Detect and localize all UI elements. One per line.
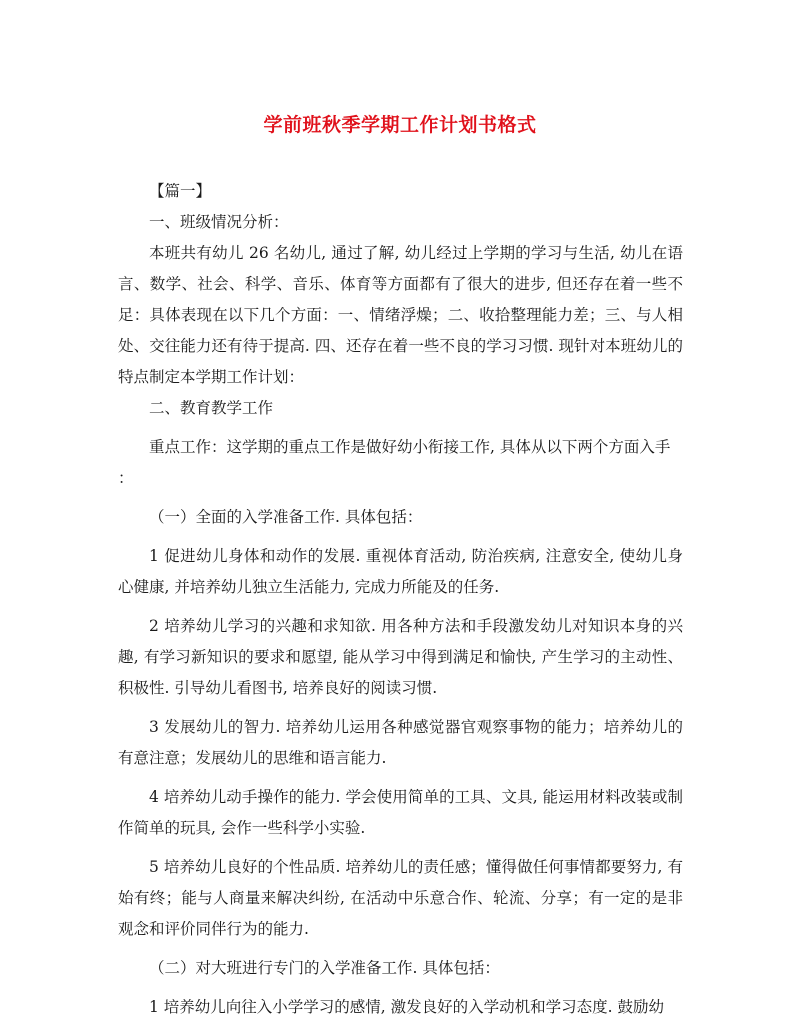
list-item-special-1: 1 培养幼儿向往入小学学习的感情, 激发良好的入学动机和学习态度. 鼓励幼 <box>149 998 664 1016</box>
paragraph-class-analysis: 本班共有幼儿 26 名幼儿, 通过了解, 幼儿经过上学期的学习与生活, 幼儿在语言、数学、社会、科学、音乐、体育等方面都有了很大的进步, 但还存在着一些不足：具体表现在以下几个方面：一、情绪浮燥；二、收拾整理能力差；三、与人相处、交往能力还有待于提高. 四、还存在着一些不良的学习习惯. 现针对本班幼儿的特点制定本学期工作计划： <box>118 244 683 386</box>
list-item-3: 3 发展幼儿的智力. 培养幼儿运用各种感觉器官观察事物的能力；培养幼儿的有意注意；发展幼儿的思维和语言能力. <box>118 718 683 767</box>
list-item-5: 5 培养幼儿良好的个性品质. 培养幼儿的责任感；懂得做任何事情都要努力, 有始有终；能与人商量来解决纠纷, 在活动中乐意合作、轮流、分享；有一定的是非观念和评价同伴行为的能力. <box>118 858 683 938</box>
document-body <box>118 176 683 1023</box>
heading-class-analysis: 一、班级情况分析： <box>149 213 289 231</box>
list-item-1: 1 促进幼儿身体和动作的发展. 重视体育活动, 防治疾病, 注意安全, 使幼儿身心健康, 并培养幼儿独立生活能力, 完成力所能及的任务. <box>118 547 683 596</box>
paragraph-key-work: 重点工作：这学期的重点工作是做好幼小衔接工作, 具体从以下两个方面入手 <box>149 438 671 456</box>
section-marker: 【篇一】 <box>149 182 212 200</box>
list-item-4: 4 培养幼儿动手操作的能力. 学会使用简单的工具、文具, 能运用材料改装或制作简单的玩具, 会作一些科学小实验. <box>118 788 683 837</box>
heading-teaching-work: 二、教育教学工作 <box>149 399 274 417</box>
list-item-2: 2 培养幼儿学习的兴趣和求知欲. 用各种方法和手段激发幼儿对知识本身的兴趣, 有学习新知识的要求和愿望, 能从学习中得到满足和愉快, 产生学习的主动性、积极性. 引导幼儿看图书, 培养良好的阅读习惯. <box>118 617 683 697</box>
document-title: 学前班秋季学期工作计划书格式 <box>263 114 537 136</box>
subheading-comprehensive-prep: （一）全面的入学准备工作. 具体包括： <box>149 508 423 526</box>
subheading-special-prep: （二）对大班进行专门的入学准备工作. 具体包括： <box>149 959 500 977</box>
paragraph-key-work-colon: ： <box>118 469 134 487</box>
